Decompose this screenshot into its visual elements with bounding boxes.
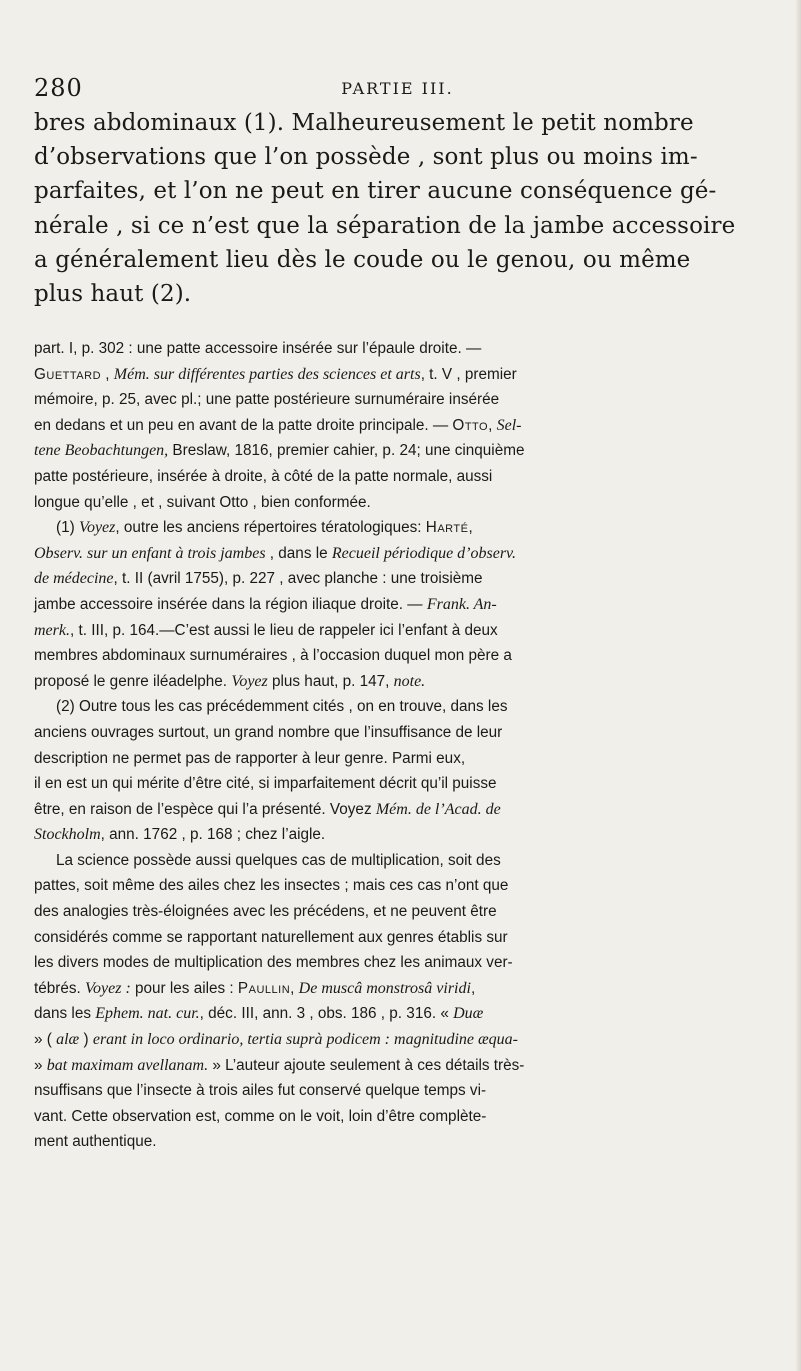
latin-quote: alæ [56,1031,80,1049]
work-title: De muscâ monstrosâ viridi [298,979,471,997]
main-line: d’observations que l’on possède , sont plus ou moins im- [34,144,698,171]
work-title: Observ. sur un enfant à trois jambes [34,544,266,562]
note-text: , dans le [265,544,332,562]
note-line [34,1027,764,1053]
latin-quote: erant in loco ordinario, tertia suprà podicem : magnitudine æqua- [92,1031,518,1049]
note-text: être, en raison de l’espèce qui l’a présenté. Voyez [34,800,376,818]
work-title: de médecine [34,570,114,588]
work-title: Frank. An- [426,595,497,613]
note-line: membres abdominaux surnuméraires , à l’occasion duquel mon père a [34,647,512,665]
note-line: pattes, soit même des ailes chez les insectes ; mais ces cas n’ont que [34,877,509,895]
note-text: , [468,519,473,537]
note-line [34,515,764,541]
note-text: , [101,365,114,383]
note-text: , déc. III, ann. 3 , obs. 186 , p. 316. « [199,1005,454,1023]
note-text: , ann. 1762 , p. 168 ; chez l’aigle. [100,826,326,844]
note-line [34,797,764,823]
work-title: merk. [34,621,70,639]
note-line: les divers modes de multiplication des membres chez les animaux ver- [34,954,513,972]
italic-word: Voyez [78,519,116,537]
note-line [34,541,764,567]
note-line [34,976,764,1002]
note-text: » ( [34,1031,57,1049]
main-text [34,106,764,311]
note-line [34,566,764,592]
note-line: patte postérieure, insérée à droite, à côté de la patte normale, aussi [34,467,493,485]
work-title: tene Beobachtungen, [34,442,169,460]
work-title: Recueil périodique d’observ. [331,544,516,562]
footnotes [34,336,764,1155]
main-line: plus haut (2). [34,281,192,308]
note-line: La science possède aussi quelques cas de multiplication, soit des [56,851,501,869]
work-title: Mém. de l’Acad. de [375,800,501,818]
note-text: , [470,979,476,997]
author-name: Guettard [34,365,102,383]
note-line: il en est un qui mérite d’être cité, si imparfaitement décrit qu’il puisse [34,775,497,793]
note-text: Breslaw, 1816, premier cahier, p. 24; une cinquième [168,442,525,460]
author-name: Paullin [237,979,291,997]
main-line: bres abdominaux (1). Malheureusement le petit nombre [34,110,694,136]
note-line: (2) Outre tous les cas précédemment cités , on en trouve, dans les [56,698,508,716]
note-text: (1) [56,519,79,537]
main-line: a généralement lieu dès le coude ou le genou, ou même [34,246,691,273]
note-text: , [290,979,299,997]
page-edge-shadow [795,0,801,1371]
running-head: PARTIE III. [341,79,454,98]
note-text: dans les [34,1005,96,1023]
note-line: nsuffisans que l’insecte à trois ailes fut conservé quelque temps vi- [34,1082,487,1100]
author-name: Harté [425,519,469,537]
note-text: proposé le genre iléadelphe. [34,672,232,690]
note-line [34,1001,764,1027]
work-title: Ephem. nat. cur. [95,1005,200,1023]
note-line [34,413,764,439]
work-title: Stockholm [34,826,101,844]
note-text: jambe accessoire insérée dans la région iliaque droite. — [34,595,427,613]
italic-word: note. [393,672,426,690]
note-text: , t. V , premier [420,365,517,383]
main-line: nérale , si ce n’est que la séparation de la jambe accessoire [34,212,736,239]
note-text: » L’auteur ajoute seulement à ces détails très- [208,1056,525,1074]
author-name: Otto [452,416,489,434]
note-text: ) [79,1031,93,1049]
note-line [34,822,764,848]
note-text: , t. III, p. 164.—C’est aussi le lieu de rappeler ici l’enfant à deux [69,621,498,639]
note-line: part. I, p. 302 : une patte accessoire insérée sur l’épaule droite. — [34,340,482,357]
note-line: ment authentique. [34,1133,157,1151]
note-line [34,438,764,464]
note-text: , [488,416,497,434]
note-text: » [34,1056,47,1074]
note-text: , t. II (avril 1755), p. 227 , avec planche : une troisième [113,570,483,588]
note-line: longue qu’elle , et , suivant Otto , bien conformée. [34,493,371,511]
latin-quote: bat maximam avellanam. [46,1056,209,1074]
note-line [34,618,764,644]
latin-quote: Duæ [453,1005,484,1023]
note-line: considérés comme se rapportant naturellement aux genres établis sur [34,928,508,946]
note-line: description ne permet pas de rapporter à leur genre. Parmi eux, [34,749,466,767]
note-line: des analogies très-éloignées avec les précédens, et ne peuvent être [34,903,497,921]
note-text: plus haut, p. 147, [267,672,394,690]
note-text: , outre les anciens répertoires tératologiques: [115,519,426,537]
work-title: Mém. sur différentes parties des sciences et arts [113,365,421,383]
page-header [34,74,761,104]
italic-word: Voyez : [85,979,131,997]
note-line: anciens ouvrages surtout, un grand nombre que l’insuffisance de leur [34,723,503,741]
italic-word: Voyez [231,672,268,690]
main-line: parfaites, et l’on ne peut en tirer aucune conséquence gé- [34,178,717,205]
page-number: 280 [34,74,83,102]
note-text: en dedans et un peu en avant de la patte droite principale. — [34,416,453,434]
note-line [34,592,764,618]
note-line [34,1053,764,1079]
note-line: mémoire, p. 25, avec pl.; une patte postérieure surnuméraire insérée [34,391,500,409]
note-line: vant. Cette observation est, comme on le voit, loin d’être complète- [34,1107,487,1125]
work-title: Sel- [496,416,522,434]
note-line [34,362,764,388]
note-text: pour les ailes : [130,979,238,997]
note-text: tébrés. [34,979,86,997]
note-line [34,669,764,695]
